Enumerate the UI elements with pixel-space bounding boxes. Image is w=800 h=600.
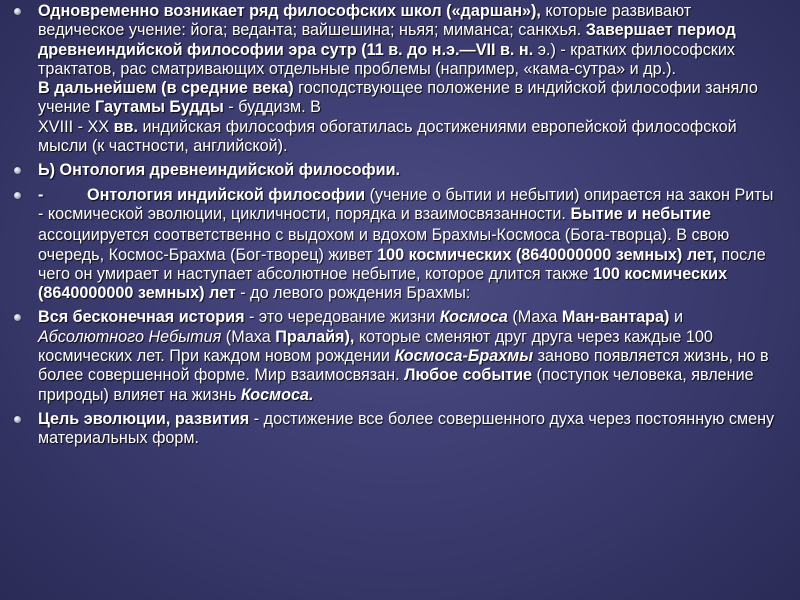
text-bold: Ман-вантара) xyxy=(561,308,670,327)
bullet-marker-blank xyxy=(12,226,38,245)
bullet-marker xyxy=(12,186,38,205)
bullet-marker xyxy=(12,161,38,180)
bullet-marker xyxy=(12,2,38,21)
text-bold-italic: Космоса. xyxy=(240,385,314,404)
text-bold: вв. xyxy=(113,117,138,136)
text-plain: которые развивают ведическое учение: йога; веданта; вайшешина; ньяя; миманса; санкхья. xyxy=(38,2,692,40)
text-bold-italic: Космоса xyxy=(439,308,508,327)
paragraph-history xyxy=(38,308,782,404)
text-plain: (учение о бытии и небытии) опирается на закон Риты - космической эволюции, цикличности, порядка и взаимосвязанности. xyxy=(38,185,774,223)
text-plain: ассоциируется соответственно с выдохом и вдохом Брахмы-Космоса (Бога-творца). В свою очередь, Космос-Брахма (Бог-творец) живет xyxy=(38,226,730,264)
text-plain: господствующее положение в индийской философии заняло учение xyxy=(38,79,758,117)
text-plain: XVIII xyxy=(38,117,74,136)
paragraph-ontology-heading xyxy=(38,161,782,180)
bullet-marker xyxy=(12,308,38,327)
paragraph-schools xyxy=(38,2,782,156)
bullet-dot-icon xyxy=(14,314,21,321)
text-plain: после чего он умирает и наступает абсолютное небытие, которое длится также xyxy=(38,245,766,283)
paragraph-evolution-goal xyxy=(38,410,782,449)
section-heading: Ь) Онтология древнеиндийской философии. xyxy=(38,161,401,180)
text-bold: Одновременно возникает ряд философских школ («даршан»), xyxy=(38,2,541,20)
text-bold: Завершает период древнеиндийской философии эра сутр (11 в. до н.э.—VII в. н. xyxy=(38,21,736,59)
text-bold: Цель эволюции, развития xyxy=(38,409,250,428)
text-bold: Пралайя), xyxy=(275,327,355,346)
text-plain: - XX xyxy=(73,117,114,136)
bullet-marker xyxy=(12,410,38,429)
text-plain: э.) - кратких философских трактатов, рас сматривающих отдельные проблемы (например, «кама-сутра» и др.). xyxy=(38,40,736,78)
text-italic: Абсолютного Небытия xyxy=(38,327,222,346)
bullet-item-evolution-goal xyxy=(12,410,782,449)
text-plain: индийская философия обогатилась достижениями европейской философской мысли (к частности, английской). xyxy=(38,117,737,156)
text-bold: 100 космических (8640000000 земных) лет, xyxy=(377,245,717,264)
text-plain: - достижение все более совершенного духа через постоянную смену материальных форм. xyxy=(38,409,775,448)
text-plain: и xyxy=(669,308,683,327)
text-plain: (Маха xyxy=(507,308,562,327)
text-plain: (поступок человека, явление природы) влияет на жизнь xyxy=(38,366,754,404)
bullet-item-ontology-heading xyxy=(12,161,782,180)
text-plain: заново появляется жизнь, но в более совершенной форме. Мир взаимосвязан. xyxy=(38,347,769,385)
bullet-dot-icon xyxy=(14,167,21,174)
text-plain: - это чередование жизни xyxy=(244,308,440,327)
paragraph-item-brahma xyxy=(12,226,782,303)
text-bold: Вся бесконечная история xyxy=(38,308,245,327)
bullet-dot-icon xyxy=(14,8,21,15)
text-bold: Гаутамы Будды xyxy=(95,98,224,117)
paragraph-brahma xyxy=(38,226,782,303)
dash-marker: - xyxy=(38,185,44,204)
text-plain: - до левого рождения Брахмы: xyxy=(235,284,471,303)
bullet-dot-icon xyxy=(14,192,21,199)
text-bold: Любое событие xyxy=(404,366,533,385)
text-plain: которые сменяют друг друга через каждые 100 космических лет. При каждом новом рождении xyxy=(38,327,713,366)
text-bold: 100 космических (8640000000 земных) лет xyxy=(38,264,728,303)
text-bold-italic: Космоса-Брахмы xyxy=(394,347,534,366)
text-bold: В дальнейшем (в средние века) xyxy=(38,79,294,98)
bullet-dot-icon xyxy=(14,416,21,423)
bullet-item-ontology-definition xyxy=(12,186,782,225)
text-bold: Бытие и небытие xyxy=(570,204,711,223)
paragraph-ontology-definition xyxy=(38,186,782,225)
text-plain: (Маха xyxy=(221,327,276,346)
bullet-item-schools xyxy=(12,2,782,156)
text-bold: Онтология индийской философии xyxy=(87,185,366,204)
bullet-item-history xyxy=(12,308,782,404)
text-plain: - буддизм. В xyxy=(223,98,321,117)
